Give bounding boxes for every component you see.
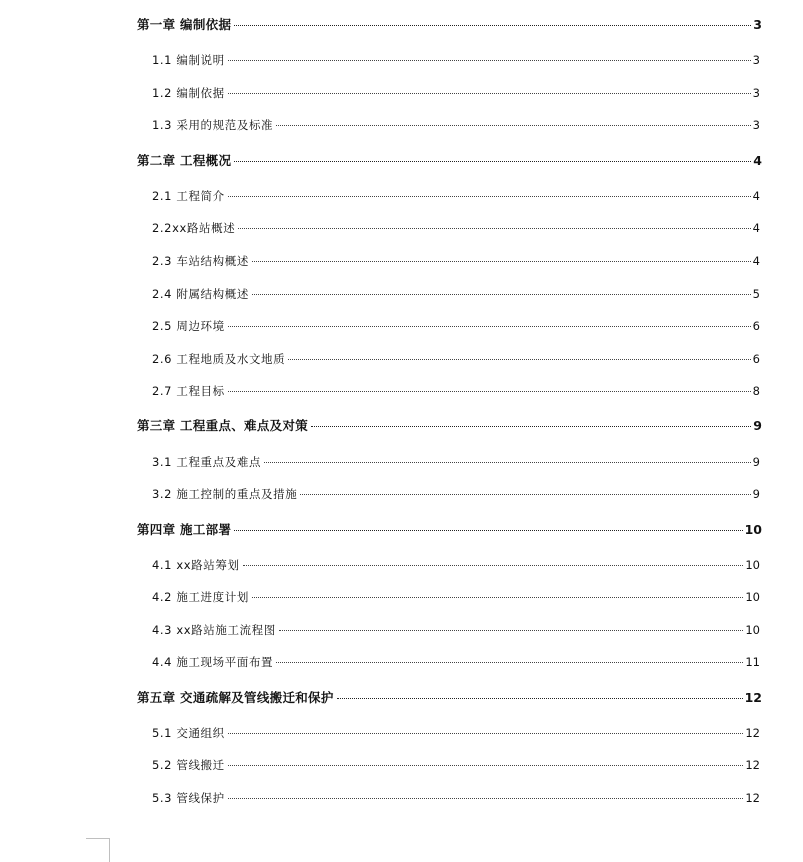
- dot-leader: [243, 565, 744, 566]
- toc-entry-title: 第二章 工程概况: [137, 153, 232, 168]
- dot-leader: [228, 391, 751, 392]
- toc-entry-title: 5.1 交通组织: [152, 726, 225, 740]
- toc-entry-page: 10: [745, 590, 760, 604]
- toc-entry-title: 5.2 管线搬迁: [152, 758, 225, 772]
- toc-entry-section-3-1[interactable]: [152, 453, 760, 471]
- toc-entry-title: 2.2xx路站概述: [152, 221, 236, 235]
- dot-leader: [288, 359, 750, 360]
- dot-leader: [234, 530, 742, 531]
- toc-entry-title: 4.4 施工现场平面布置: [152, 655, 274, 669]
- toc-entry-section-4-4[interactable]: [152, 653, 760, 671]
- toc-entry-page: 12: [745, 758, 760, 772]
- dot-leader: [228, 93, 751, 94]
- toc-entry-title: 2.5 周边环境: [152, 319, 225, 333]
- toc-entry-title: 2.6 工程地质及水文地质: [152, 352, 286, 366]
- dot-leader: [264, 462, 751, 463]
- toc-entry-section-4-1[interactable]: [152, 556, 760, 574]
- toc-entry-title: 1.1 编制说明: [152, 53, 225, 67]
- toc-entry-title: 1.3 采用的规范及标准: [152, 118, 274, 132]
- toc-entry-page: 3: [752, 53, 760, 67]
- toc-entry-section-3-2[interactable]: [152, 485, 760, 503]
- toc-entry-section-4-3[interactable]: [152, 621, 760, 639]
- dot-leader: [279, 630, 744, 631]
- toc-entry-title: 第一章 编制依据: [137, 17, 232, 32]
- toc-entry-title: 2.7 工程目标: [152, 384, 225, 398]
- toc-entry-section-2-1[interactable]: [152, 187, 760, 205]
- toc-entry-title: 4.2 施工进度计划: [152, 590, 249, 604]
- dot-leader: [300, 494, 750, 495]
- toc-entry-page: 8: [752, 384, 760, 398]
- toc-entry-page: 4: [752, 254, 760, 268]
- toc-entry-page: 6: [752, 352, 760, 366]
- dot-leader: [234, 161, 751, 162]
- toc-entry-page: 9: [752, 487, 760, 501]
- toc-entry-page: 3: [752, 86, 760, 100]
- toc-entry-section-4-2[interactable]: [152, 588, 760, 606]
- toc-entry-page: 4: [752, 189, 760, 203]
- toc-entry-chapter-4[interactable]: [137, 521, 762, 539]
- toc-entry-title: 4.1 xx路站筹划: [152, 558, 240, 572]
- dot-leader: [337, 698, 743, 699]
- toc-entry-page: 9: [753, 418, 762, 433]
- toc-entry-title: 4.3 xx路站施工流程图: [152, 623, 276, 637]
- toc-entry-page: 6: [752, 319, 760, 333]
- toc-entry-page: 10: [745, 623, 760, 637]
- dot-leader: [276, 125, 751, 126]
- toc-entry-section-2-2[interactable]: [152, 219, 760, 237]
- toc-entry-page: 4: [752, 221, 760, 235]
- toc-entry-title: 第三章 工程重点、难点及对策: [137, 418, 309, 433]
- dot-leader: [252, 597, 743, 598]
- toc-entry-section-2-7[interactable]: [152, 382, 760, 400]
- toc-entry-page: 11: [745, 655, 760, 669]
- dot-leader: [228, 60, 751, 61]
- toc-entry-title: 3.1 工程重点及难点: [152, 455, 262, 469]
- toc-entry-title: 1.2 编制依据: [152, 86, 225, 100]
- dot-leader: [228, 798, 744, 799]
- toc-entry-page: 10: [744, 522, 762, 537]
- page-corner-mark: [86, 838, 110, 862]
- toc-entry-page: 5: [752, 287, 760, 301]
- toc-entry-chapter-3[interactable]: [137, 417, 762, 435]
- toc-entry-title: 2.3 车站结构概述: [152, 254, 249, 268]
- toc-entry-title: 5.3 管线保护: [152, 791, 225, 805]
- toc-entry-title: 3.2 施工控制的重点及措施: [152, 487, 298, 501]
- toc-entry-section-1-1[interactable]: [152, 51, 760, 69]
- toc-entry-section-5-1[interactable]: [152, 724, 760, 742]
- dot-leader: [311, 426, 751, 427]
- toc-entry-page: 9: [752, 455, 760, 469]
- dot-leader: [234, 25, 751, 26]
- toc-entry-title: 第五章 交通疏解及管线搬迁和保护: [137, 690, 334, 705]
- toc-entry-page: 12: [745, 726, 760, 740]
- dot-leader: [252, 294, 751, 295]
- toc-entry-chapter-2[interactable]: [137, 152, 762, 170]
- dot-leader: [276, 662, 743, 663]
- toc-entry-section-2-6[interactable]: [152, 350, 760, 368]
- toc-entry-page: 12: [745, 791, 760, 805]
- toc-entry-chapter-1[interactable]: [137, 16, 762, 34]
- dot-leader: [228, 733, 744, 734]
- dot-leader: [228, 196, 751, 197]
- dot-leader: [252, 261, 751, 262]
- dot-leader: [228, 326, 751, 327]
- toc-entry-title: 第四章 施工部署: [137, 522, 232, 537]
- dot-leader: [238, 228, 750, 229]
- toc-entry-page: 12: [744, 690, 762, 705]
- toc-entry-section-2-4[interactable]: [152, 285, 760, 303]
- toc-entry-section-2-5[interactable]: [152, 317, 760, 335]
- toc-entry-page: 4: [753, 153, 762, 168]
- toc-entry-title: 2.4 附属结构概述: [152, 287, 249, 301]
- toc-entry-page: 10: [745, 558, 760, 572]
- toc-entry-page: 3: [752, 118, 760, 132]
- toc-entry-section-1-2[interactable]: [152, 84, 760, 102]
- toc-entry-section-1-3[interactable]: [152, 116, 760, 134]
- toc-entry-chapter-5[interactable]: [137, 689, 762, 707]
- toc-entry-section-5-3[interactable]: [152, 789, 760, 807]
- toc-entry-section-5-2[interactable]: [152, 756, 760, 774]
- toc-entry-page: 3: [753, 17, 762, 32]
- toc-entry-section-2-3[interactable]: [152, 252, 760, 270]
- dot-leader: [228, 765, 744, 766]
- toc-entry-title: 2.1 工程简介: [152, 189, 225, 203]
